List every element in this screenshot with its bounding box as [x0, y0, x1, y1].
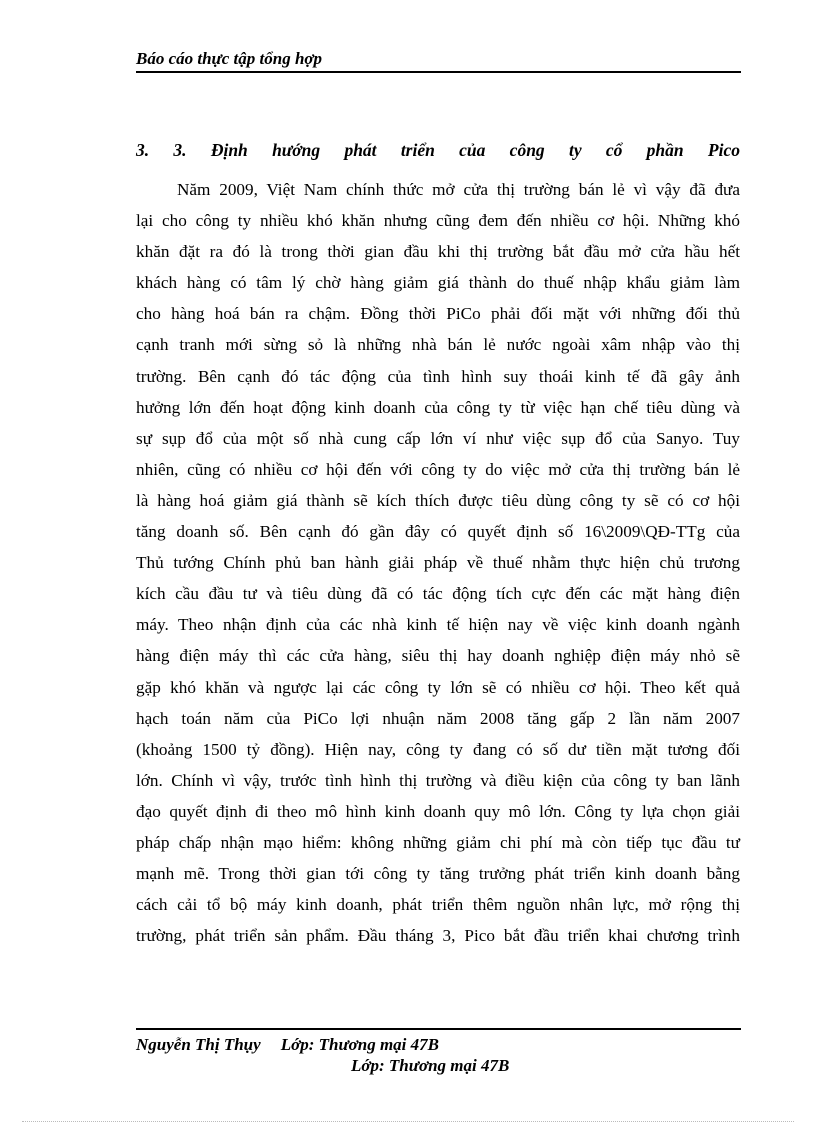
footer-divider — [136, 1028, 741, 1030]
footer-author: Nguyễn Thị Thụy — [136, 1035, 261, 1054]
paragraph-line: sự sụp đổ của một số nhà cung cấp lớn ví như việc sụp đổ của Sanyo. Tuy — [136, 428, 740, 448]
paragraph-line: khăn đặt ra đó là trong thời gian đầu khi thị trường bắt đầu mở cửa hầu hết — [136, 242, 740, 262]
paragraph-line: cách cải tổ bộ máy kinh doanh, phát triển thêm nguồn nhân lực, mở rộng thị — [136, 895, 740, 915]
paragraph-line: lớn. Chính vì vậy, trước tình hình thị trường và điều kiện của công ty ban lãnh — [136, 770, 740, 790]
page-header-title: Báo cáo thực tập tổng hợp — [136, 49, 323, 68]
footer-class: Lớp: Thương mại 47B — [280, 1035, 439, 1054]
paragraph-line: Thủ tướng Chính phủ ban hành giải pháp về thuế nhằm thực hiện chủ trương — [136, 553, 740, 573]
paragraph-line: hạch toán năm của PiCo lợi nhuận năm 2008 tăng gấp 2 lần năm 2007 — [136, 708, 740, 728]
paragraph-line: Năm 2009, Việt Nam chính thức mở cửa thị trường bán lẻ vì vậy đã đưa — [177, 180, 740, 199]
paragraph-line: nhiên, cũng có nhiều cơ hội đến với công ty do việc mở cửa thị trường bán lẻ — [136, 459, 740, 479]
paragraph-line: là hàng hoá giảm giá thành sẽ kích thích được tiêu dùng công ty sẽ có cơ hội — [136, 490, 740, 510]
paragraph-line: cạnh tranh mới sừng sỏ là những nhà bán lẻ nước ngoài xâm nhập vào thị — [136, 335, 740, 355]
paragraph-line: trường. Bên cạnh đó tác động của tình hình suy thoái kinh tế đã gây ảnh — [136, 366, 740, 386]
header-divider — [136, 71, 741, 73]
paragraph-line: kích cầu đầu tư và tiêu dùng đã có tác động tích cực đến các mặt hàng điện — [136, 584, 740, 604]
paragraph-line: mạnh mẽ. Trong thời gian tới công ty tăng trưởng phát triển kinh doanh bằng — [136, 864, 740, 884]
paragraph-line: pháp chấp nhận mạo hiểm: không những giảm chi phí mà còn tiếp tục đầu tư — [136, 832, 740, 852]
paragraph-line: lại cho công ty nhiều khó khăn nhưng cũng đem đến nhiều cơ hội. Những khó — [136, 211, 740, 231]
paragraph-line: (khoảng 1500 tỷ đồng). Hiện nay, công ty đang có số dư tiền mặt tương đối — [136, 739, 740, 759]
paragraph-line: gặp khó khăn và ngược lại các công ty lớn sẽ có nhiều cơ hội. Theo kết quả — [136, 677, 740, 697]
footer-class-repeat: Lớp: Thương mại 47B — [351, 1056, 510, 1075]
paragraph-line: đạo quyết định đi theo mô hình kinh doanh quy mô lớn. Công ty lựa chọn giải — [136, 801, 740, 821]
footer-line — [136, 1035, 439, 1055]
paragraph-line: hàng điện máy thì các cửa hàng, siêu thị hay doanh nghiệp điện máy nhỏ sẽ — [136, 646, 740, 666]
section-heading: 3. 3. Định hướng phát triển của công ty cổ phần Pico — [136, 140, 740, 160]
body-paragraph — [136, 174, 740, 951]
page-bottom-edge — [22, 1121, 794, 1122]
paragraph-line: trường, phát triển sản phẩm. Đầu tháng 3, Pico bắt đầu triển khai chương trình — [136, 926, 740, 946]
paragraph-line: hưởng lớn đến hoạt động kinh doanh của công ty từ việc hạn chế tiêu dùng và — [136, 397, 740, 417]
paragraph-line: khách hàng có tâm lý chờ hàng giảm giá thành do thuế nhập khẩu giảm làm — [136, 273, 740, 293]
paragraph-line: cho hàng hoá bán ra chậm. Đồng thời PiCo phải đối mặt với những đối thủ — [136, 304, 740, 324]
paragraph-line: máy. Theo nhận định của các nhà kinh tế hiện nay về việc kinh doanh ngành — [136, 615, 740, 635]
paragraph-line: tăng doanh số. Bên cạnh đó gần đây có quyết định số 16\2009\QĐ-TTg của — [136, 522, 740, 542]
